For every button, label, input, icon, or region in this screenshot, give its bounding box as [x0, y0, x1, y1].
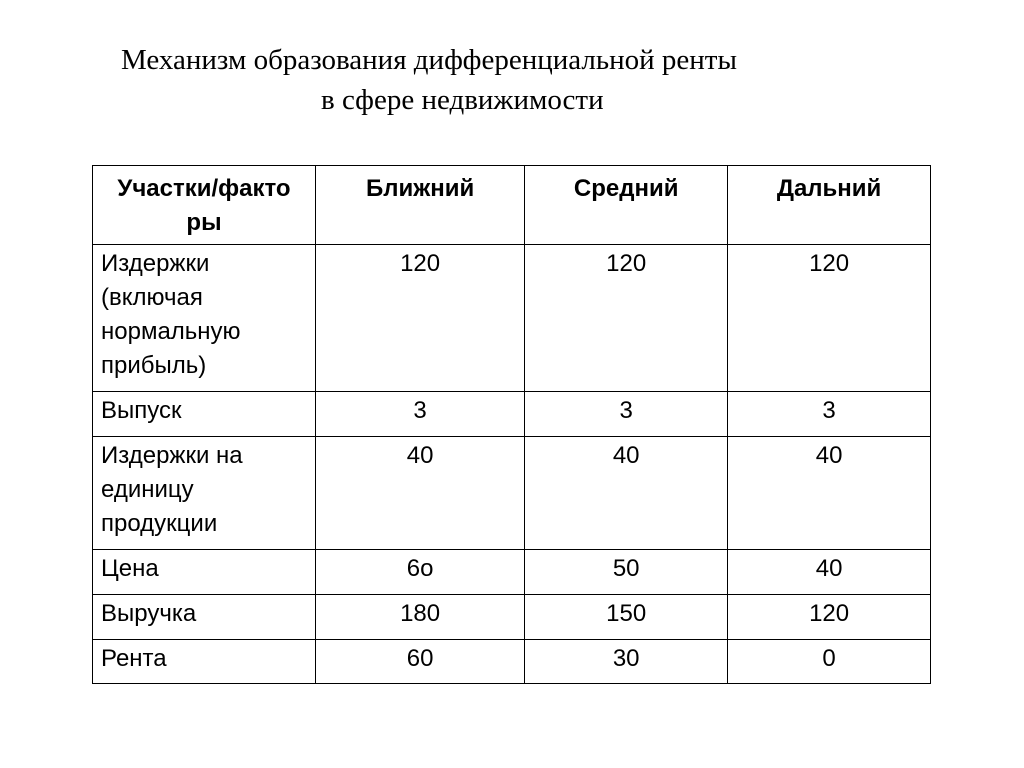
row-label-costs: Издержки (включая нормальную прибыль): [93, 245, 316, 392]
header-far: Дальний: [728, 166, 931, 245]
header-near: Ближний: [316, 166, 525, 245]
table-header-row: [93, 166, 931, 245]
cell-value: 120: [525, 245, 728, 392]
table-row: [93, 437, 931, 550]
cell-value: 40: [728, 550, 931, 595]
cell-value: 40: [525, 437, 728, 550]
cell-value: 50: [525, 550, 728, 595]
row-label-output: Выпуск: [93, 392, 316, 437]
cell-value: 0: [728, 640, 931, 684]
cell-value: 120: [316, 245, 525, 392]
table-row: [93, 640, 931, 684]
cell-value: 3: [525, 392, 728, 437]
title-line-2: в сфере недвижимости: [321, 84, 604, 116]
cell-value: 3: [728, 392, 931, 437]
table-row: [93, 550, 931, 595]
row-label-rent: Рента: [93, 640, 316, 684]
cell-value: 3: [316, 392, 525, 437]
cell-value: 30: [525, 640, 728, 684]
cell-value: 40: [316, 437, 525, 550]
row-label-price: Цена: [93, 550, 316, 595]
cell-value: 180: [316, 595, 525, 640]
table-row: [93, 392, 931, 437]
table-row: [93, 595, 931, 640]
cell-value: 60: [316, 640, 525, 684]
cell-value: 6о: [316, 550, 525, 595]
cell-value: 150: [525, 595, 728, 640]
row-label-unit-cost: Издержки на единицу продукции: [93, 437, 316, 550]
header-plots-factors: Участки/факто ры: [93, 166, 316, 245]
cell-value: 120: [728, 245, 931, 392]
cell-value: 120: [728, 595, 931, 640]
row-label-revenue: Выручка: [93, 595, 316, 640]
cell-value: 40: [728, 437, 931, 550]
title-line-1: Механизм образования дифференциальной ренты: [121, 44, 737, 76]
table-row: [93, 245, 931, 392]
header-middle: Средний: [525, 166, 728, 245]
rent-table: [92, 165, 931, 684]
